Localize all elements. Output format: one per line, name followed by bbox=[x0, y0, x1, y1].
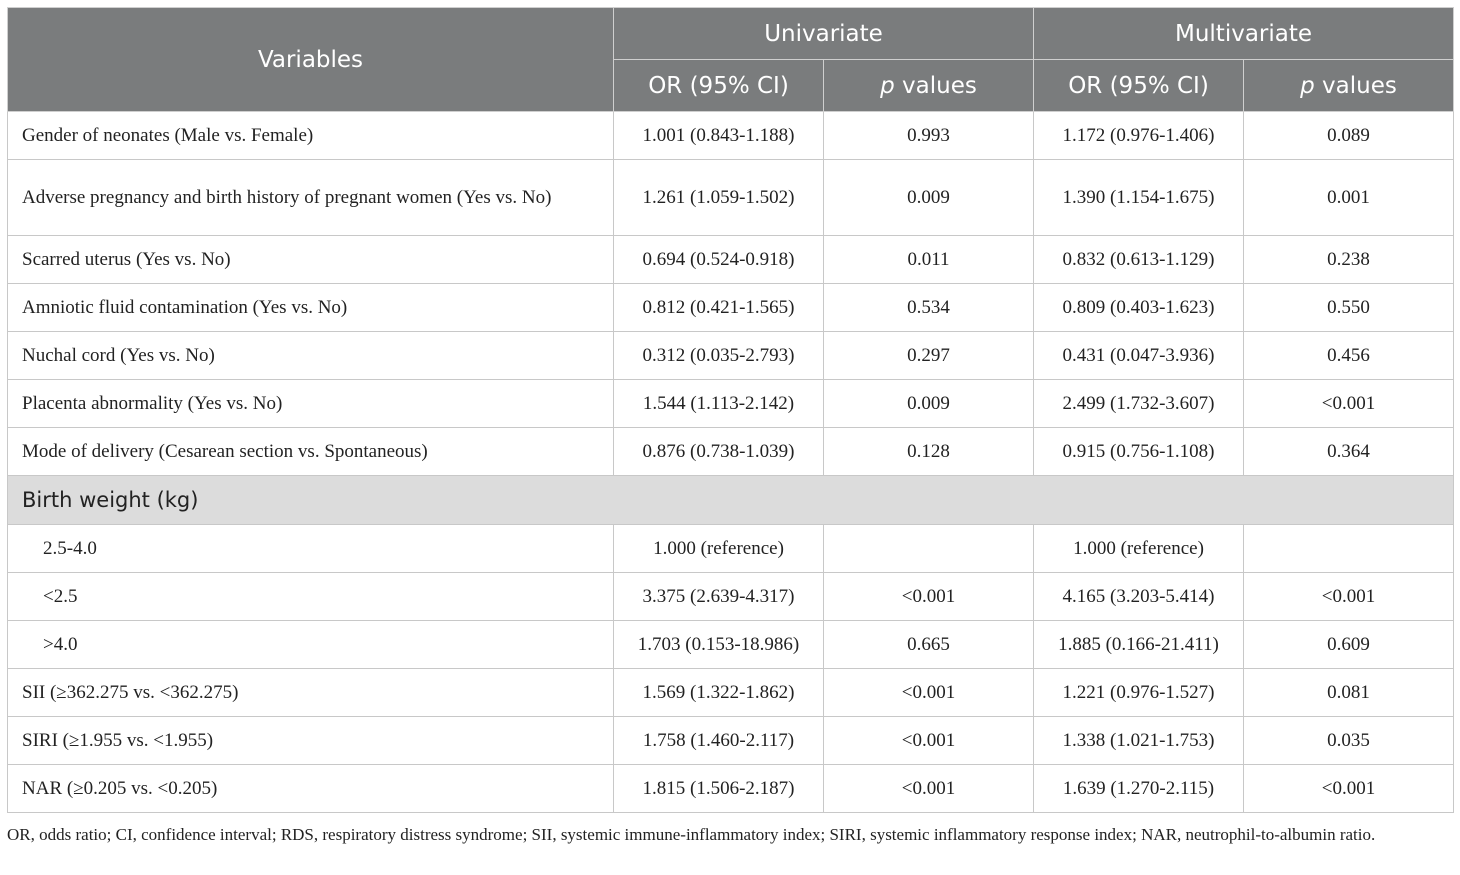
multivariate-p-cell: 0.238 bbox=[1244, 236, 1454, 284]
multivariate-or-cell: 1.172 (0.976-1.406) bbox=[1034, 112, 1244, 160]
table-row bbox=[8, 669, 1454, 717]
multivariate-p-cell: 0.081 bbox=[1244, 669, 1454, 717]
univariate-p-cell: <0.001 bbox=[824, 669, 1034, 717]
univariate-or-cell: 0.812 (0.421-1.565) bbox=[614, 284, 824, 332]
univariate-p-cell: 0.128 bbox=[824, 428, 1034, 476]
univariate-p-cell: 0.009 bbox=[824, 160, 1034, 236]
multivariate-p-cell: 0.089 bbox=[1244, 112, 1454, 160]
table-row bbox=[8, 428, 1454, 476]
multivariate-or-cell: 0.431 (0.047-3.936) bbox=[1034, 332, 1244, 380]
univariate-p-cell: 0.993 bbox=[824, 112, 1034, 160]
univariate-p-cell: <0.001 bbox=[824, 717, 1034, 765]
multivariate-p-cell bbox=[1244, 525, 1454, 573]
univariate-or-cell: 0.312 (0.035-2.793) bbox=[614, 332, 824, 380]
univariate-or-ci-header: OR (95% CI) bbox=[614, 60, 824, 112]
univariate-or-cell: 1.815 (1.506-2.187) bbox=[614, 765, 824, 813]
row-label: SII (≥362.275 vs. <362.275) bbox=[8, 669, 614, 717]
row-label: Gender of neonates (Male vs. Female) bbox=[8, 112, 614, 160]
table-row bbox=[8, 284, 1454, 332]
row-label: >4.0 bbox=[8, 621, 614, 669]
univariate-or-cell: 0.694 (0.524-0.918) bbox=[614, 236, 824, 284]
multivariate-p-cell: <0.001 bbox=[1244, 380, 1454, 428]
results-table-container bbox=[7, 7, 1453, 813]
multivariate-or-cell: 0.915 (0.756-1.108) bbox=[1034, 428, 1244, 476]
multivariate-p-cell: 0.001 bbox=[1244, 160, 1454, 236]
univariate-or-cell: 1.703 (0.153-18.986) bbox=[614, 621, 824, 669]
univariate-p-values-header: p values bbox=[824, 60, 1034, 112]
table-row bbox=[8, 765, 1454, 813]
row-label: SIRI (≥1.955 vs. <1.955) bbox=[8, 717, 614, 765]
multivariate-or-cell: 1.639 (1.270-2.115) bbox=[1034, 765, 1244, 813]
row-label: Placenta abnormality (Yes vs. No) bbox=[8, 380, 614, 428]
multivariate-or-cell: 4.165 (3.203-5.414) bbox=[1034, 573, 1244, 621]
table-row bbox=[8, 236, 1454, 284]
multivariate-or-cell: 1.885 (0.166-21.411) bbox=[1034, 621, 1244, 669]
row-label: Nuchal cord (Yes vs. No) bbox=[8, 332, 614, 380]
multivariate-or-cell: 1.221 (0.976-1.527) bbox=[1034, 669, 1244, 717]
multivariate-p-cell: <0.001 bbox=[1244, 573, 1454, 621]
table-row bbox=[8, 573, 1454, 621]
univariate-p-cell bbox=[824, 525, 1034, 573]
univariate-or-cell: 3.375 (2.639-4.317) bbox=[614, 573, 824, 621]
multivariate-or-cell: 0.832 (0.613-1.129) bbox=[1034, 236, 1244, 284]
section-title: Birth weight (kg) bbox=[8, 476, 1454, 525]
univariate-p-cell: 0.534 bbox=[824, 284, 1034, 332]
multivariate-p-cell: 0.035 bbox=[1244, 717, 1454, 765]
multivariate-or-cell: 0.809 (0.403-1.623) bbox=[1034, 284, 1244, 332]
table-row bbox=[8, 525, 1454, 573]
row-label: Mode of delivery (Cesarean section vs. Spontaneous) bbox=[8, 428, 614, 476]
univariate-p-cell: 0.665 bbox=[824, 621, 1034, 669]
variables-header: Variables bbox=[8, 8, 614, 112]
multivariate-p-cell: 0.456 bbox=[1244, 332, 1454, 380]
univariate-or-cell: 0.876 (0.738-1.039) bbox=[614, 428, 824, 476]
multivariate-or-cell: 1.390 (1.154-1.675) bbox=[1034, 160, 1244, 236]
univariate-p-cell: 0.011 bbox=[824, 236, 1034, 284]
multivariate-p-cell: <0.001 bbox=[1244, 765, 1454, 813]
table-footnote: OR, odds ratio; CI, confidence interval; RDS, respiratory distress syndrome; SII, systemic immune-inflammatory index; SIRI, systemic inflammatory response index; NAR, neutrophil-to-albumin ratio. bbox=[7, 825, 1376, 844]
univariate-or-cell: 1.544 (1.113-2.142) bbox=[614, 380, 824, 428]
row-label: NAR (≥0.205 vs. <0.205) bbox=[8, 765, 614, 813]
table-row bbox=[8, 112, 1454, 160]
multivariate-p-cell: 0.364 bbox=[1244, 428, 1454, 476]
multivariate-or-cell: 1.000 (reference) bbox=[1034, 525, 1244, 573]
table-row bbox=[8, 160, 1454, 236]
multivariate-p-values-header: p values bbox=[1244, 60, 1454, 112]
univariate-or-cell: 1.261 (1.059-1.502) bbox=[614, 160, 824, 236]
row-label: Amniotic fluid contamination (Yes vs. No) bbox=[8, 284, 614, 332]
univariate-header: Univariate bbox=[614, 8, 1034, 60]
table-row bbox=[8, 621, 1454, 669]
multivariate-p-cell: 0.609 bbox=[1244, 621, 1454, 669]
univariate-or-cell: 1.758 (1.460-2.117) bbox=[614, 717, 824, 765]
multivariate-or-cell: 2.499 (1.732-3.607) bbox=[1034, 380, 1244, 428]
table-row bbox=[8, 717, 1454, 765]
table-row bbox=[8, 380, 1454, 428]
multivariate-or-cell: 1.338 (1.021-1.753) bbox=[1034, 717, 1244, 765]
univariate-p-cell: 0.009 bbox=[824, 380, 1034, 428]
univariate-or-cell: 1.569 (1.322-1.862) bbox=[614, 669, 824, 717]
row-label: 2.5-4.0 bbox=[8, 525, 614, 573]
row-label: Scarred uterus (Yes vs. No) bbox=[8, 236, 614, 284]
section-row bbox=[8, 476, 1454, 525]
univariate-p-cell: 0.297 bbox=[824, 332, 1034, 380]
logistic-regression-table bbox=[7, 7, 1454, 813]
row-label: <2.5 bbox=[8, 573, 614, 621]
univariate-p-cell: <0.001 bbox=[824, 573, 1034, 621]
univariate-p-cell: <0.001 bbox=[824, 765, 1034, 813]
row-label: Adverse pregnancy and birth history of pregnant women (Yes vs. No) bbox=[8, 160, 614, 236]
table-row bbox=[8, 332, 1454, 380]
univariate-or-cell: 1.001 (0.843-1.188) bbox=[614, 112, 824, 160]
multivariate-header: Multivariate bbox=[1034, 8, 1454, 60]
multivariate-p-cell: 0.550 bbox=[1244, 284, 1454, 332]
univariate-or-cell: 1.000 (reference) bbox=[614, 525, 824, 573]
multivariate-or-ci-header: OR (95% CI) bbox=[1034, 60, 1244, 112]
